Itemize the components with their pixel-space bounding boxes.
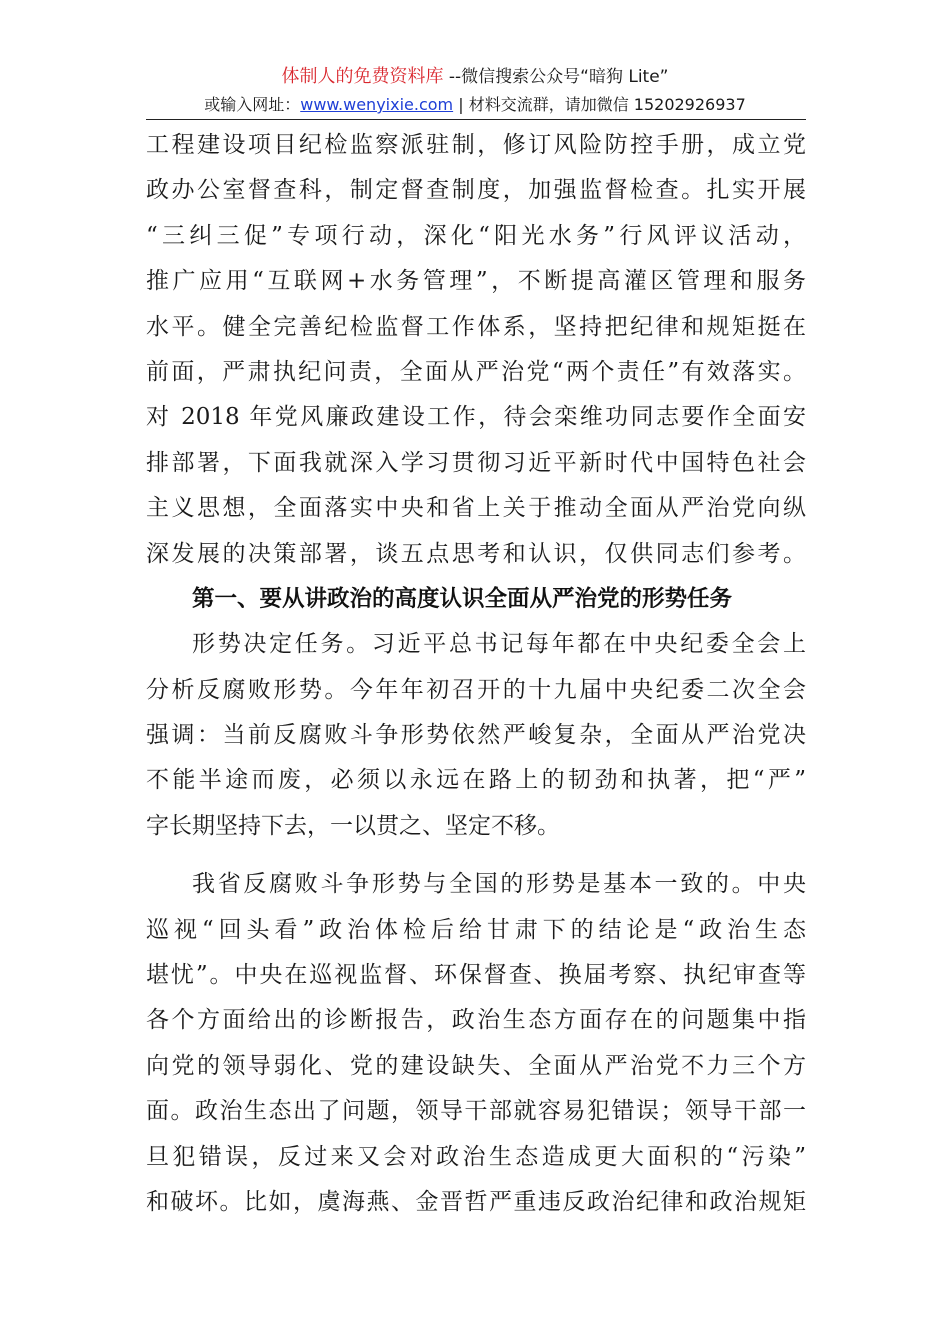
text-line: 巡视“回头看”政治体检后给甘肃下的结论是“政治生态: [146, 916, 806, 943]
text-line: 主义思想，全面落实中央和省上关于推动全面从严治党向纵: [146, 495, 806, 522]
text-line: 深发展的决策部署，谈五点思考和认识，仅供同志们参考。: [146, 540, 806, 567]
site-name: 体制人的免费资料库: [281, 66, 444, 87]
text-line: “三纠三促”专项行动，深化“阳光水务”行风评议活动，: [146, 222, 806, 249]
text-line: 和破坏。比如，虞海燕、金晋哲严重违反政治纪律和政治规矩: [146, 1188, 806, 1215]
url-prefix: 或输入网址：: [204, 95, 301, 114]
text-line: 分析反腐败形势。今年年初召开的十九届中央纪委二次全会: [146, 676, 806, 703]
document-body: [146, 123, 806, 1225]
heading-text: 第一、要从讲政治的高度认识全面从严治党的形势任务: [192, 585, 733, 612]
page-header: [0, 66, 950, 115]
text-line: 各个方面给出的诊断报告，政治生态方面存在的问题集中指: [146, 1007, 806, 1034]
paragraph: [146, 622, 806, 849]
text-line: 工程建设项目纪检监察派驻制，修订风险防控手册，成立党: [146, 132, 806, 158]
wechat-note: --微信搜索公众号“暗狗 Lite”: [443, 67, 669, 87]
text-line: 旦犯错误，反过来又会对政治生态造成更大面积的“污染”: [146, 1143, 806, 1170]
text-line: 形势决定任务。习近平总书记每年都在中央纪委全会上: [192, 631, 806, 658]
contact-note: | 材料交流群，请加微信 15202926937: [453, 95, 746, 114]
paragraph: [146, 123, 806, 577]
text-line: 政办公室督查科，制定督查制度，加强监督检查。扎实开展: [146, 177, 806, 204]
text-line: 向党的领导弱化、党的建设缺失、全面从严治党不力三个方: [146, 1052, 806, 1079]
section-heading: [146, 577, 806, 622]
paragraph-spacer: [146, 849, 806, 862]
text-line: 排部署，下面我就深入学习贯彻习近平新时代中国特色社会: [146, 449, 806, 476]
header-divider: [146, 119, 806, 120]
text-line: 不能半途而废，必须以永远在路上的韧劲和执著，把“严”: [146, 767, 806, 794]
header-url-line: [0, 95, 950, 115]
text-line: 堪忧”。中央在巡视监督、环保督查、换届考察、执纪审查等: [146, 962, 806, 989]
text-line: 前面，严肃执纪问责，全面从严治党“两个责任”有效落实。: [146, 358, 806, 385]
text-line: 字长期坚持下去，一以贯之、坚定不移。: [146, 812, 560, 839]
text-line: 水平。健全完善纪检监督工作体系，坚持把纪律和规矩挺在: [146, 313, 806, 340]
text-line: 面。政治生态出了问题，领导干部就容易犯错误；领导干部一: [146, 1098, 806, 1125]
text-line: 对 2018 年党风廉政建设工作，待会栾维功同志要作全面安: [146, 404, 806, 431]
text-line: 我省反腐败斗争形势与全国的形势是基本一致的。中央: [192, 871, 806, 898]
site-url-link[interactable]: www.wenyixie.com: [300, 95, 454, 114]
header-title-line: [0, 66, 950, 88]
paragraph: [146, 862, 806, 1225]
text-line: 强调：当前反腐败斗争形势依然严峻复杂，全面从严治党决: [146, 722, 806, 749]
text-line: 推广应用“互联网+水务管理”，不断提高灌区管理和服务: [146, 268, 806, 295]
